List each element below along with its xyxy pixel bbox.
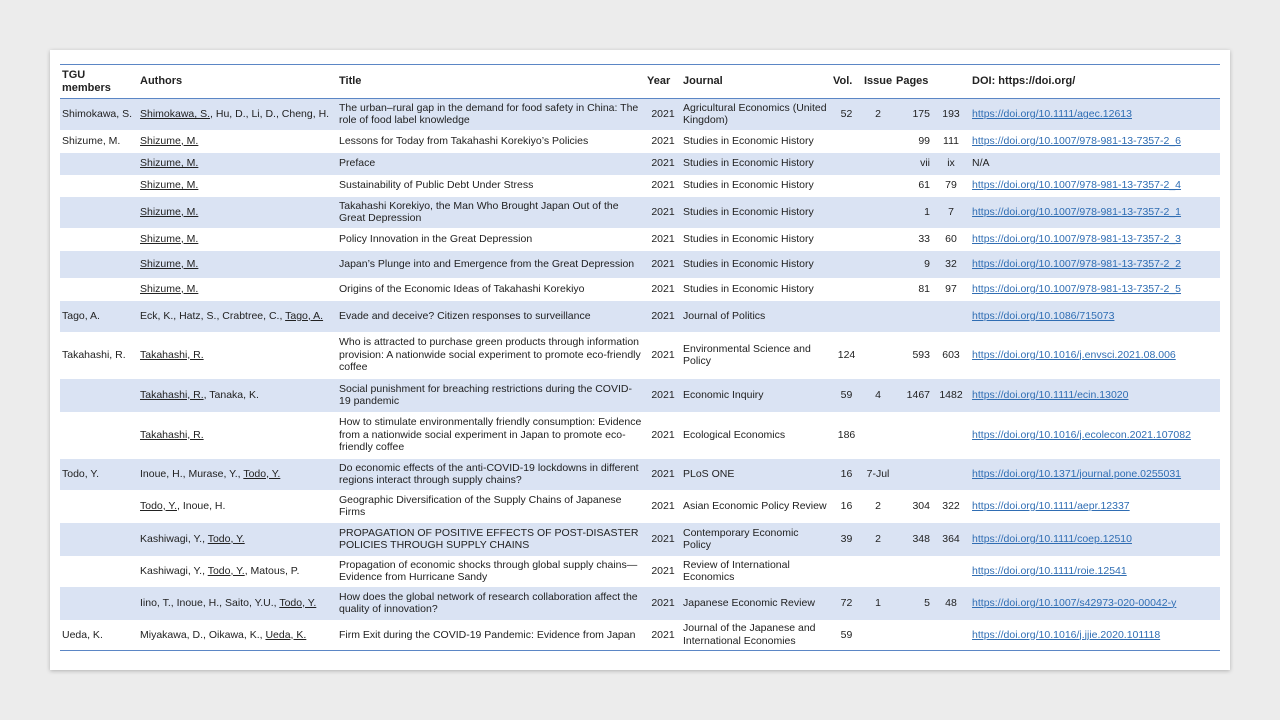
cell-page-end: 7: [948, 205, 954, 218]
cell-title: How does the global network of research collaboration affect the quality of innovation?: [339, 590, 638, 615]
author-tgu-member: Takahashi, R.: [140, 348, 204, 361]
cell-issue: [862, 251, 894, 278]
cell-page-end: 48: [945, 596, 957, 609]
cell-year: 2021: [651, 499, 675, 512]
cell-authors: [138, 278, 337, 301]
cell-year: 2021: [651, 134, 675, 147]
cell-journal: Studies in Economic History: [683, 205, 814, 218]
cell-authors: [138, 99, 337, 130]
cell-year: 2021: [651, 596, 675, 609]
cell-tgu-member: Takahashi, R.: [62, 348, 126, 361]
author-tgu-member: Shizume, M.: [140, 232, 199, 245]
header-title: Title: [339, 75, 362, 88]
cell-year: 2021: [651, 179, 675, 192]
cell-page-start: 175: [912, 108, 930, 120]
document-page: [50, 50, 1230, 670]
cell-vol: [831, 251, 862, 278]
cell-year: 2021: [651, 348, 675, 361]
cell-title: Who is attracted to purchase green products through information provision: A nationwide social experiment to promote eco-friendly coffee: [339, 336, 641, 374]
doi-link[interactable]: https://doi.org/10.1371/journal.pone.0255031: [972, 467, 1182, 480]
cell-journal: Japanese Economic Review: [683, 596, 815, 609]
cell-vol: [831, 153, 862, 175]
cell-journal: Journal of Politics: [683, 309, 766, 322]
table-row: [60, 587, 1220, 620]
table-body: [60, 99, 1220, 651]
cell-vol: 16: [840, 467, 853, 480]
cell-tgu-member: Shimokawa, S.: [62, 108, 133, 120]
cell-authors: [138, 459, 337, 490]
doi-link[interactable]: https://doi.org/10.1007/978-981-13-7357-2_3: [972, 232, 1182, 245]
cell-page-start: [894, 620, 932, 651]
cell-vol: 16: [840, 499, 853, 512]
cell-vol: [831, 278, 862, 301]
header-journal: Journal: [683, 75, 723, 88]
cell-title: Do economic effects of the anti-COVID-19 lockdowns in different regions interact through supply chains?: [339, 461, 639, 486]
cell-page-end: [932, 301, 970, 332]
author-name: Miyakawa, D., Oikawa, K.,: [140, 628, 266, 641]
cell-tgu-member: Tago, A.: [62, 309, 100, 322]
doi-link[interactable]: https://doi.org/10.1007/978-981-13-7357-2_1: [972, 205, 1182, 218]
cell-doi: [970, 130, 1220, 153]
cell-tgu-member: [60, 556, 138, 587]
cell-page-end: 32: [945, 257, 957, 270]
cell-vol: [831, 556, 862, 587]
cell-doi: [970, 620, 1220, 651]
header-pages: Pages: [896, 75, 929, 88]
author-tgu-member: Takahashi, R.: [140, 428, 204, 441]
cell-authors: [138, 197, 337, 228]
cell-page-end: 603: [942, 348, 960, 361]
cell-issue: [862, 301, 894, 332]
cell-vol: 39: [840, 532, 853, 545]
author-tgu-member: Takahashi, R.: [140, 388, 204, 401]
doi-link[interactable]: https://doi.org/10.1111/coep.12510: [972, 532, 1132, 545]
cell-journal: PLoS ONE: [683, 467, 735, 480]
cell-year: 2021: [651, 205, 675, 218]
cell-journal: Studies in Economic History: [683, 134, 814, 147]
author-name: , Tanaka, K.: [203, 388, 259, 401]
doi-link[interactable]: https://doi.org/10.1111/agec.12613: [972, 108, 1132, 120]
cell-authors: [138, 620, 337, 651]
cell-issue: 4: [875, 388, 881, 401]
cell-issue: [862, 278, 894, 301]
cell-journal: Studies in Economic History: [683, 232, 814, 245]
author-tgu-member: Shizume, M.: [140, 157, 199, 170]
cell-year: 2021: [651, 628, 675, 641]
cell-page-end: [932, 412, 970, 459]
cell-tgu-member: [60, 251, 138, 278]
cell-issue: 1: [875, 596, 881, 609]
cell-page-end: [932, 459, 970, 490]
table-row: [60, 278, 1220, 301]
cell-doi: [970, 197, 1220, 228]
cell-page-start: 81: [918, 282, 930, 295]
author-tgu-member: Todo, Y.: [243, 467, 281, 480]
cell-doi: [970, 587, 1220, 620]
cell-year: 2021: [651, 257, 675, 270]
cell-issue: 7-Jul: [866, 467, 890, 480]
cell-authors: [138, 379, 337, 412]
cell-issue: [862, 620, 894, 651]
header-year: Year: [647, 75, 671, 88]
cell-issue: [862, 153, 894, 175]
cell-title: Policy Innovation in the Great Depression: [339, 232, 533, 245]
cell-page-end: 60: [945, 232, 957, 245]
author-tgu-member: Tago, A.: [285, 309, 324, 322]
header-row: [60, 65, 1220, 99]
cell-page-start: 5: [924, 596, 930, 609]
cell-vol: 72: [840, 596, 853, 609]
cell-doi: [970, 523, 1220, 556]
doi-text: N/A: [972, 157, 990, 170]
author-name: Eck, K., Hatz, S., Crabtree, C.,: [140, 309, 286, 322]
cell-tgu-member: [60, 278, 138, 301]
author-tgu-member: Shimokawa, S.: [140, 108, 211, 120]
cell-doi: [970, 228, 1220, 251]
cell-doi: [970, 490, 1220, 523]
cell-vol: 186: [837, 428, 856, 441]
cell-journal: Economic Inquiry: [683, 388, 764, 401]
cell-doi: [970, 251, 1220, 278]
cell-tgu-member: [60, 490, 138, 523]
cell-doi: [970, 556, 1220, 587]
cell-title: Sustainability of Public Debt Under Stress: [339, 179, 534, 192]
table-row: [60, 412, 1220, 459]
doi-link[interactable]: https://doi.org/10.1016/j.jjie.2020.101118: [972, 628, 1161, 641]
cell-title: Social punishment for breaching restrictions during the COVID-19 pandemic: [339, 382, 632, 407]
cell-journal: Contemporary Economic Policy: [683, 526, 799, 551]
table-row: [60, 175, 1220, 197]
cell-title: PROPAGATION OF POSITIVE EFFECTS OF POST-DISASTER POLICIES THROUGH SUPPLY CHAINS: [339, 526, 639, 551]
cell-issue: [862, 332, 894, 379]
cell-journal: Journal of the Japanese and International Economies: [683, 622, 816, 647]
author-tgu-member: Shizume, M.: [140, 257, 199, 270]
cell-page-end: ix: [947, 157, 955, 170]
author-name: , Hu, D., Li, D., Cheng, H.: [210, 108, 330, 120]
cell-year: 2021: [651, 232, 675, 245]
cell-year: 2021: [651, 428, 675, 441]
cell-doi: [970, 459, 1220, 490]
cell-year: 2021: [651, 532, 675, 545]
cell-vol: [831, 197, 862, 228]
cell-authors: [138, 175, 337, 197]
author-tgu-member: Shizume, M.: [140, 205, 199, 218]
cell-issue: 2: [875, 499, 881, 512]
author-tgu-member: Shizume, M.: [140, 179, 199, 192]
cell-page-start: vii: [920, 157, 930, 170]
cell-page-start: 304: [912, 499, 930, 512]
cell-issue: [862, 412, 894, 459]
cell-vol: [831, 175, 862, 197]
header-authors: Authors: [140, 75, 183, 88]
cell-doi: [970, 153, 1220, 175]
cell-title: Firm Exit during the COVID-19 Pandemic: Evidence from Japan: [339, 628, 636, 641]
cell-year: 2021: [651, 157, 675, 170]
table-row: [60, 556, 1220, 587]
cell-doi: [970, 278, 1220, 301]
cell-vol: 124: [837, 348, 856, 361]
cell-page-start: 593: [912, 348, 930, 361]
cell-doi: [970, 412, 1220, 459]
cell-authors: [138, 556, 337, 587]
cell-authors: [138, 153, 337, 175]
header-vol: Vol.: [833, 75, 853, 88]
cell-year: 2021: [651, 282, 675, 295]
cell-title: Lessons for Today from Takahashi Korekiyo’s Policies: [339, 134, 589, 147]
doi-link[interactable]: https://doi.org/10.1007/s42973-020-00042-y: [972, 596, 1177, 609]
header-issue: Issue: [864, 75, 893, 88]
table-row: [60, 332, 1220, 379]
table-header: [60, 65, 1220, 99]
cell-tgu-member: [60, 523, 138, 556]
cell-journal: Environmental Science and Policy: [683, 342, 811, 367]
cell-journal: Studies in Economic History: [683, 179, 814, 192]
cell-journal: Studies in Economic History: [683, 282, 814, 295]
cell-year: 2021: [651, 564, 675, 577]
doi-link[interactable]: https://doi.org/10.1111/roie.12541: [972, 564, 1127, 577]
cell-authors: [138, 130, 337, 153]
cell-page-start: 1: [924, 205, 930, 218]
author-tgu-member: Todo, Y.: [207, 564, 245, 577]
publications-table: [60, 64, 1220, 651]
cell-title: Propagation of economic shocks through global supply chains—Evidence from Hurricane Sandy: [339, 558, 638, 583]
cell-page-start: [894, 301, 932, 332]
cell-page-start: 99: [918, 134, 930, 147]
cell-authors: [138, 523, 337, 556]
author-name: Iino, T., Inoue, H., Saito, Y.U.,: [140, 596, 280, 609]
doi-link[interactable]: https://doi.org/10.1007/978-981-13-7357-2_6: [972, 134, 1182, 147]
cell-tgu-member: [60, 175, 138, 197]
cell-page-end: [932, 620, 970, 651]
cell-vol: 52: [840, 108, 853, 120]
cell-page-end: 193: [942, 108, 960, 120]
cell-journal: Review of International Economics: [683, 558, 790, 583]
cell-page-start: [894, 459, 932, 490]
cell-tgu-member: [60, 412, 138, 459]
author-name: Kashiwagi, Y.,: [140, 532, 208, 545]
author-tgu-member: Shizume, M.: [140, 134, 199, 147]
doi-link[interactable]: https://doi.org/10.1007/978-981-13-7357-2_2: [972, 257, 1182, 270]
cell-page-end: 111: [943, 134, 959, 147]
table-row: [60, 130, 1220, 153]
doi-link[interactable]: https://doi.org/10.1007/978-981-13-7357-2_4: [972, 179, 1182, 192]
cell-title: Geographic Diversification of the Supply Chains of Japanese Firms: [339, 493, 622, 518]
cell-page-start: 1467: [906, 388, 930, 401]
cell-title: Evade and deceive? Citizen responses to surveillance: [339, 309, 591, 322]
cell-tgu-member: Ueda, K.: [62, 628, 103, 641]
cell-title: How to stimulate environmentally friendly consumption: Evidence from a nationwide social experiment in Japan to promote eco-friendly coffee: [339, 416, 642, 454]
table-row: [60, 620, 1220, 651]
doi-link[interactable]: https://doi.org/10.1111/aepr.12337: [972, 499, 1130, 512]
author-tgu-member: Todo, Y.: [140, 499, 177, 512]
doi-link[interactable]: https://doi.org/10.1007/978-981-13-7357-2_5: [972, 282, 1182, 295]
table-row: [60, 379, 1220, 412]
cell-page-end: 322: [942, 499, 960, 512]
cell-issue: [862, 228, 894, 251]
author-name: Kashiwagi, Y.,: [140, 564, 208, 577]
cell-journal: Studies in Economic History: [683, 257, 814, 270]
cell-issue: [862, 197, 894, 228]
table-row: [60, 490, 1220, 523]
cell-year: 2021: [651, 108, 675, 120]
cell-doi: [970, 175, 1220, 197]
cell-vol: 59: [840, 628, 853, 641]
cell-authors: [138, 332, 337, 379]
cell-journal: Ecological Economics: [683, 428, 786, 441]
table-row: [60, 153, 1220, 175]
author-name: , Inoue, H.: [176, 499, 226, 512]
cell-page-end: [932, 556, 970, 587]
cell-year: 2021: [651, 309, 675, 322]
cell-page-start: [894, 412, 932, 459]
doi-link[interactable]: https://doi.org/10.1111/ecin.13020: [972, 388, 1129, 401]
cell-journal: Studies in Economic History: [683, 157, 814, 170]
cell-authors: [138, 228, 337, 251]
author-tgu-member: Todo, Y.: [279, 596, 317, 609]
cell-year: 2021: [651, 467, 675, 480]
cell-page-end: 364: [942, 532, 960, 545]
doi-link[interactable]: https://doi.org/10.1086/715073: [972, 309, 1115, 322]
cell-page-start: 9: [924, 257, 930, 270]
cell-authors: [138, 587, 337, 620]
cell-journal: Asian Economic Policy Review: [683, 499, 827, 512]
cell-doi: [970, 332, 1220, 379]
cell-page-end: 79: [945, 179, 957, 192]
cell-page-start: 33: [918, 232, 930, 245]
doi-link[interactable]: https://doi.org/10.1016/j.ecolecon.2021.107082: [972, 428, 1191, 441]
cell-doi: [970, 379, 1220, 412]
table-row: [60, 228, 1220, 251]
cell-title: Preface: [339, 157, 376, 170]
doi-link[interactable]: https://doi.org/10.1016/j.envsci.2021.08.006: [972, 348, 1176, 361]
cell-tgu-member: [60, 197, 138, 228]
cell-page-start: 61: [918, 179, 930, 192]
cell-title: The urban–rural gap in the demand for food safety in China: The role of food label knowledge: [339, 101, 639, 127]
cell-tgu-member: [60, 379, 138, 412]
cell-page-start: [894, 556, 932, 587]
header-tgu-members: TGU members: [62, 69, 111, 94]
table-row: [60, 459, 1220, 490]
cell-issue: 2: [875, 108, 881, 120]
table-row: [60, 301, 1220, 332]
cell-authors: [138, 412, 337, 459]
cell-page-start: 348: [912, 532, 930, 545]
cell-issue: [862, 175, 894, 197]
cell-vol: [831, 228, 862, 251]
author-name: , Matous, P.: [244, 564, 300, 577]
author-tgu-member: Shizume, M.: [140, 282, 199, 295]
cell-year: 2021: [651, 388, 675, 401]
cell-tgu-member: Shizume, M.: [62, 134, 121, 147]
table-row: [60, 197, 1220, 228]
cell-issue: [862, 556, 894, 587]
cell-tgu-member: Todo, Y.: [62, 467, 99, 480]
cell-issue: 2: [875, 532, 881, 545]
cell-tgu-member: [60, 587, 138, 620]
cell-tgu-member: [60, 153, 138, 175]
cell-title: Origins of the Economic Ideas of Takahashi Korekiyo: [339, 282, 585, 295]
author-tgu-member: Ueda, K.: [265, 628, 307, 641]
header-doi: DOI: https://doi.org/: [972, 75, 1076, 88]
cell-page-end: 1482: [939, 388, 963, 401]
cell-authors: [138, 301, 337, 332]
cell-journal: Agricultural Economics (United Kingdom): [683, 101, 827, 127]
cell-tgu-member: [60, 228, 138, 251]
table-row: [60, 523, 1220, 556]
cell-page-end: 97: [945, 282, 957, 295]
cell-vol: [831, 130, 862, 153]
author-tgu-member: Todo, Y.: [207, 532, 245, 545]
cell-issue: [862, 130, 894, 153]
cell-doi: [970, 301, 1220, 332]
cell-doi: [970, 99, 1220, 130]
cell-authors: [138, 490, 337, 523]
cell-title: Takahashi Korekiyo, the Man Who Brought Japan Out of the Great Depression: [339, 199, 619, 224]
table-row: [60, 99, 1220, 130]
cell-vol: 59: [840, 388, 853, 401]
table-row: [60, 251, 1220, 278]
author-name: Inoue, H., Murase, Y.,: [140, 467, 244, 480]
cell-authors: [138, 251, 337, 278]
cell-vol: [831, 301, 862, 332]
cell-title: Japan’s Plunge into and Emergence from the Great Depression: [339, 257, 635, 270]
